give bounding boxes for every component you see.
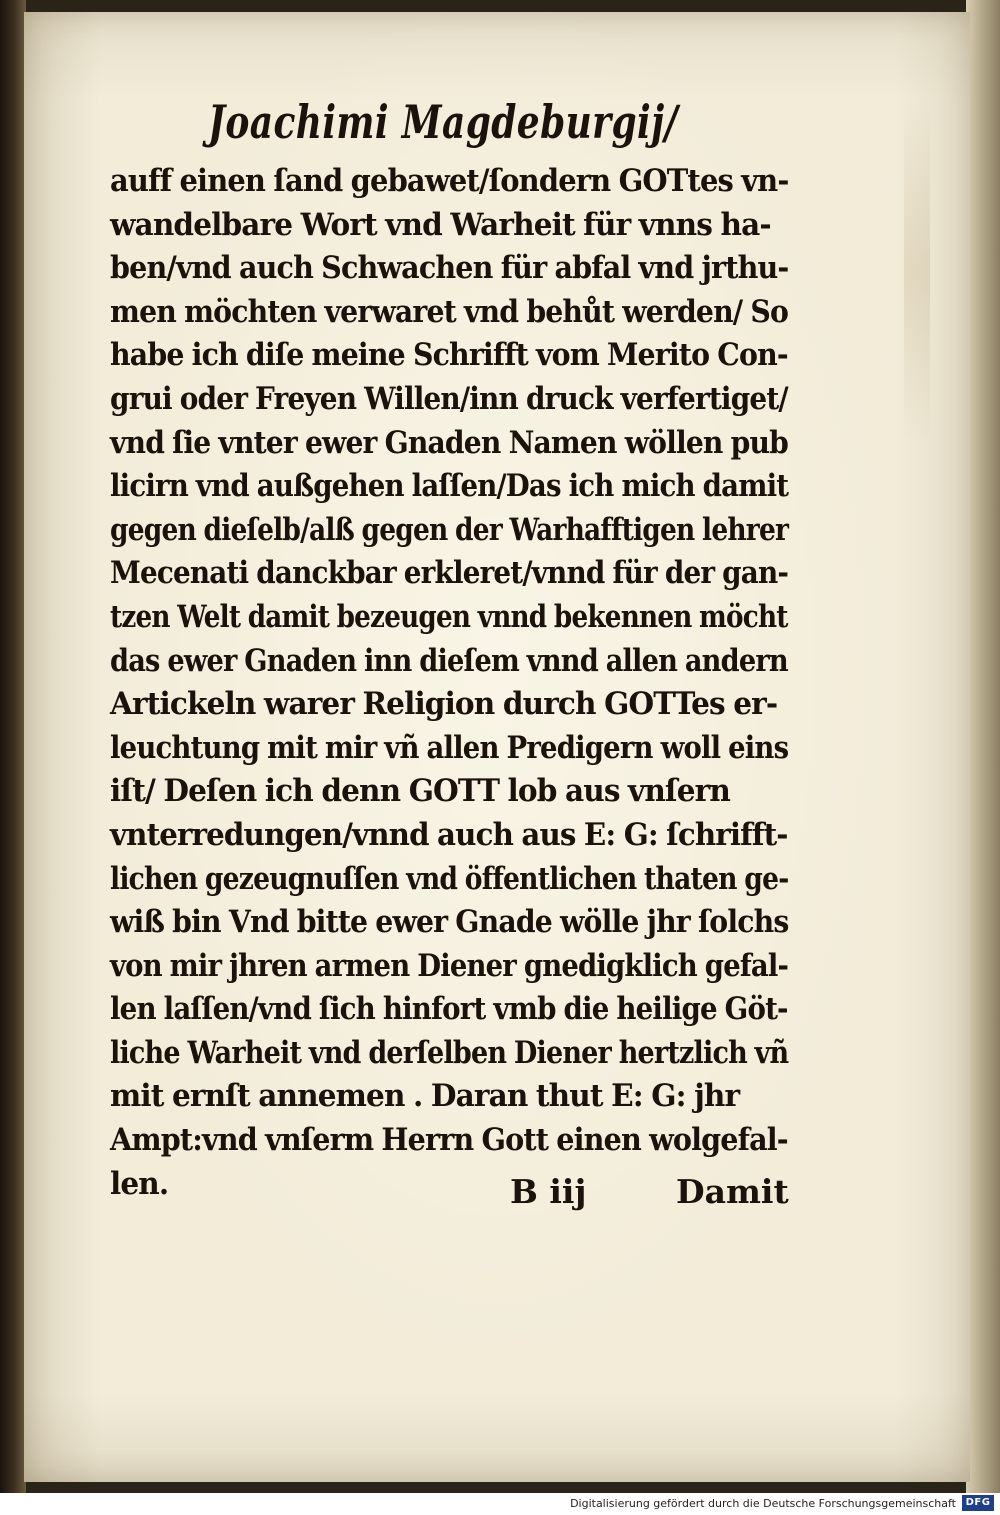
text-line: grui oder Freyen Willen/inn druck verfertiget/: [110, 380, 788, 417]
text-line: tzen Welt damit bezeugen vnnd bekennen möcht: [110, 598, 788, 635]
catchword: Damit: [676, 1172, 789, 1211]
text-line: mit ernſt annemen . Daran thut E: G: jhr: [110, 1078, 740, 1115]
text-line: von mir jhren armen Diener gnedigklich gefal-: [110, 947, 789, 984]
text-line: len.: [110, 1165, 169, 1202]
text-line: vnterredungen/vnnd auch aus E: G: ſchrifft-: [110, 816, 788, 853]
text-line: vnd ſie vnter ewer Gnaden Namen wöllen pub: [110, 424, 789, 461]
text-line: len laſſen/vnd ſich hinfort vmb die heilige Göt-: [110, 991, 788, 1028]
paper-stain: [904, 102, 930, 442]
footer-bar: [0, 1493, 1000, 1515]
text-line: men möchten verwaret vnd behůt werden/ So: [110, 293, 789, 330]
funding-credit: Digitalisierung gefördert durch die Deutsche Forschungsgemeinschaft: [570, 1497, 956, 1510]
text-line: Artickeln warer Religion durch GOTTes er-: [110, 686, 778, 723]
text-line: auff einen ſand gebawet/ſondern GOTtes vn-: [110, 163, 789, 199]
text-line: gegen dieſelb/alß gegen der Warhafftigen lehrer: [110, 511, 789, 548]
text-line: ben/vnd auch Schwachen für abfal vnd jrthu-: [110, 250, 789, 287]
text-line: wandelbare Wort vnd Warheit für vnns ha-: [110, 206, 771, 243]
signature-mark: B iij: [510, 1172, 587, 1211]
text-line: Mecenati danckbar erkleret/vnnd für der gan-: [110, 555, 789, 592]
text-line: iſt/ Deſen ich denn GOTT lob aus vnſern: [110, 773, 730, 810]
text-line: wiß bin Vnd bitte ewer Gnade wölle jhr ſolchs: [110, 904, 789, 941]
running-head: Joachimi Magdeburgij/: [208, 95, 679, 149]
binding-edge: [0, 0, 26, 1493]
text-line: habe ich diſe meine Schrifft vom Merito Con-: [110, 337, 788, 374]
text-line: liche Warheit vnd derſelben Diener hertzlich vñ: [110, 1034, 789, 1071]
text-line: das ewer Gnaden inn dieſem vnnd allen andern: [110, 642, 788, 679]
page-fore-edge: [966, 0, 1000, 1493]
book-page: [24, 12, 970, 1482]
body-text: [110, 160, 810, 1206]
text-line: licirn vnd außgehen laſſen/Das ich mich damit: [110, 468, 789, 505]
text-line: lichen gezeugnuſſen vnd öffentlichen thaten ge-: [110, 860, 789, 897]
text-line: leuchtung mit mir vñ allen Predigern woll eins: [110, 729, 789, 766]
text-line: Ampt:vnd vnſerm Herrn Gott einen wolgefal-: [110, 1122, 788, 1159]
dfg-logo[interactable]: DFG: [962, 1495, 994, 1511]
